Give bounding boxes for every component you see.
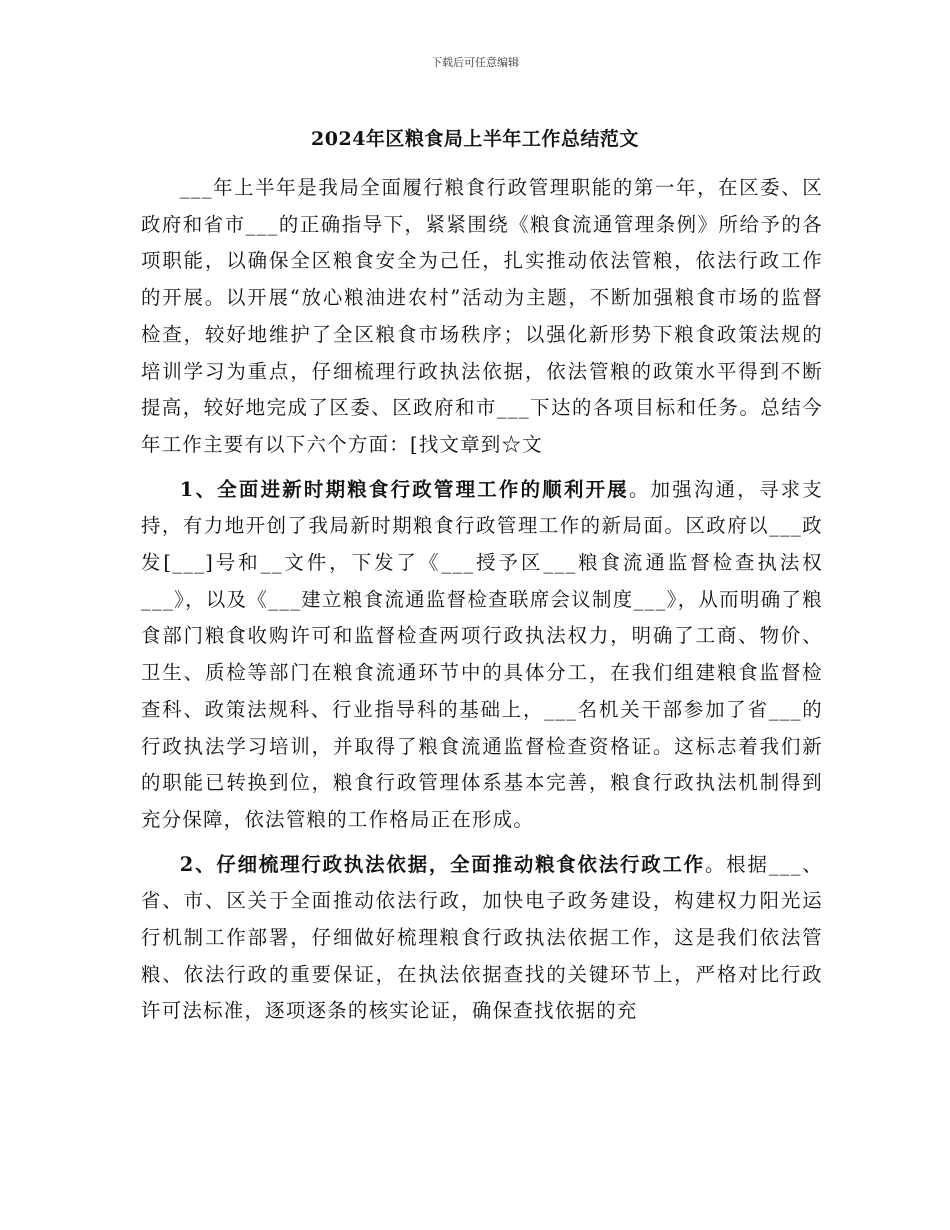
section-1-heading: 1、全面进新时期粮食行政管理工作的顺利开展 xyxy=(179,477,629,501)
section-2-paragraph xyxy=(141,847,823,1031)
section-2-text: 。根据___、省、市、区关于全面推动依法行政，加快电子政务建设，构建权力阳光运行机制工作部署，仔细做好梳理粮食行政执法依据工作，这是我们依法管粮、依法行政的重要保证，在执法依据查找的关键环节上，严格对比行政许可法标准，逐项逐条的核实论证，确保查找依据的充 xyxy=(141,852,823,1023)
section-1-text: 。加强沟通，寻求支持，有力地开创了我局新时期粮食行政管理工作的新局面。区政府以___政发[___]号和__文件，下发了《___授予区___粮食流通监督检查执法权___》，以及《___建立粮食流通监督检查联席会议制度___》，从而明确了粮食部门粮食收购许可和监督检查两项行政执法权力，明确了工商、物价、卫生、质检等部门在粮食流通环节中的具体分工，在我们组建粮食监督检查科、政策法规科、行业指导科的基础上，___名机关干部参加了省___的行政执法学习培训，并取得了粮食流通监督检查资格证。这标志着我们新的职能已转换到位，粮食行政管理体系基本完善，粮食行政执法机制得到充分保障，依法管粮的工作格局正在形成。 xyxy=(141,477,823,831)
intro-paragraph: ___年上半年是我局全面履行粮食行政管理职能的第一年，在区委、区政府和省市___的正确指导下，紧紧围绕《粮食流通管理条例》所给予的各项职能，以确保全区粮食安全为己任，扎实推动依法管粮，依法行政工作的开展。以开展“放心粮油进农村”活动为主题，不断加强粮食市场的监督检查，较好地维护了全区粮食市场秩序；以强化新形势下粮食政策法规的培训学习为重点，仔细梳理行政执法依据，依法管粮的政策水平得到不断提高，较好地完成了区委、区政府和市___下达的各项目标和任务。总结今年工作主要有以下六个方面：[找文章到☆文 xyxy=(141,176,823,456)
section-2-heading: 2、仔细梳理行政执法依据，全面推动粮食依法行政工作 xyxy=(179,852,706,876)
document-body xyxy=(141,170,823,1038)
section-1-paragraph xyxy=(141,472,823,839)
page-header-note: 下载后可任意编辑 xyxy=(431,56,519,69)
document-title: 2024年区粮食局上半年工作总结范文 xyxy=(311,128,639,150)
